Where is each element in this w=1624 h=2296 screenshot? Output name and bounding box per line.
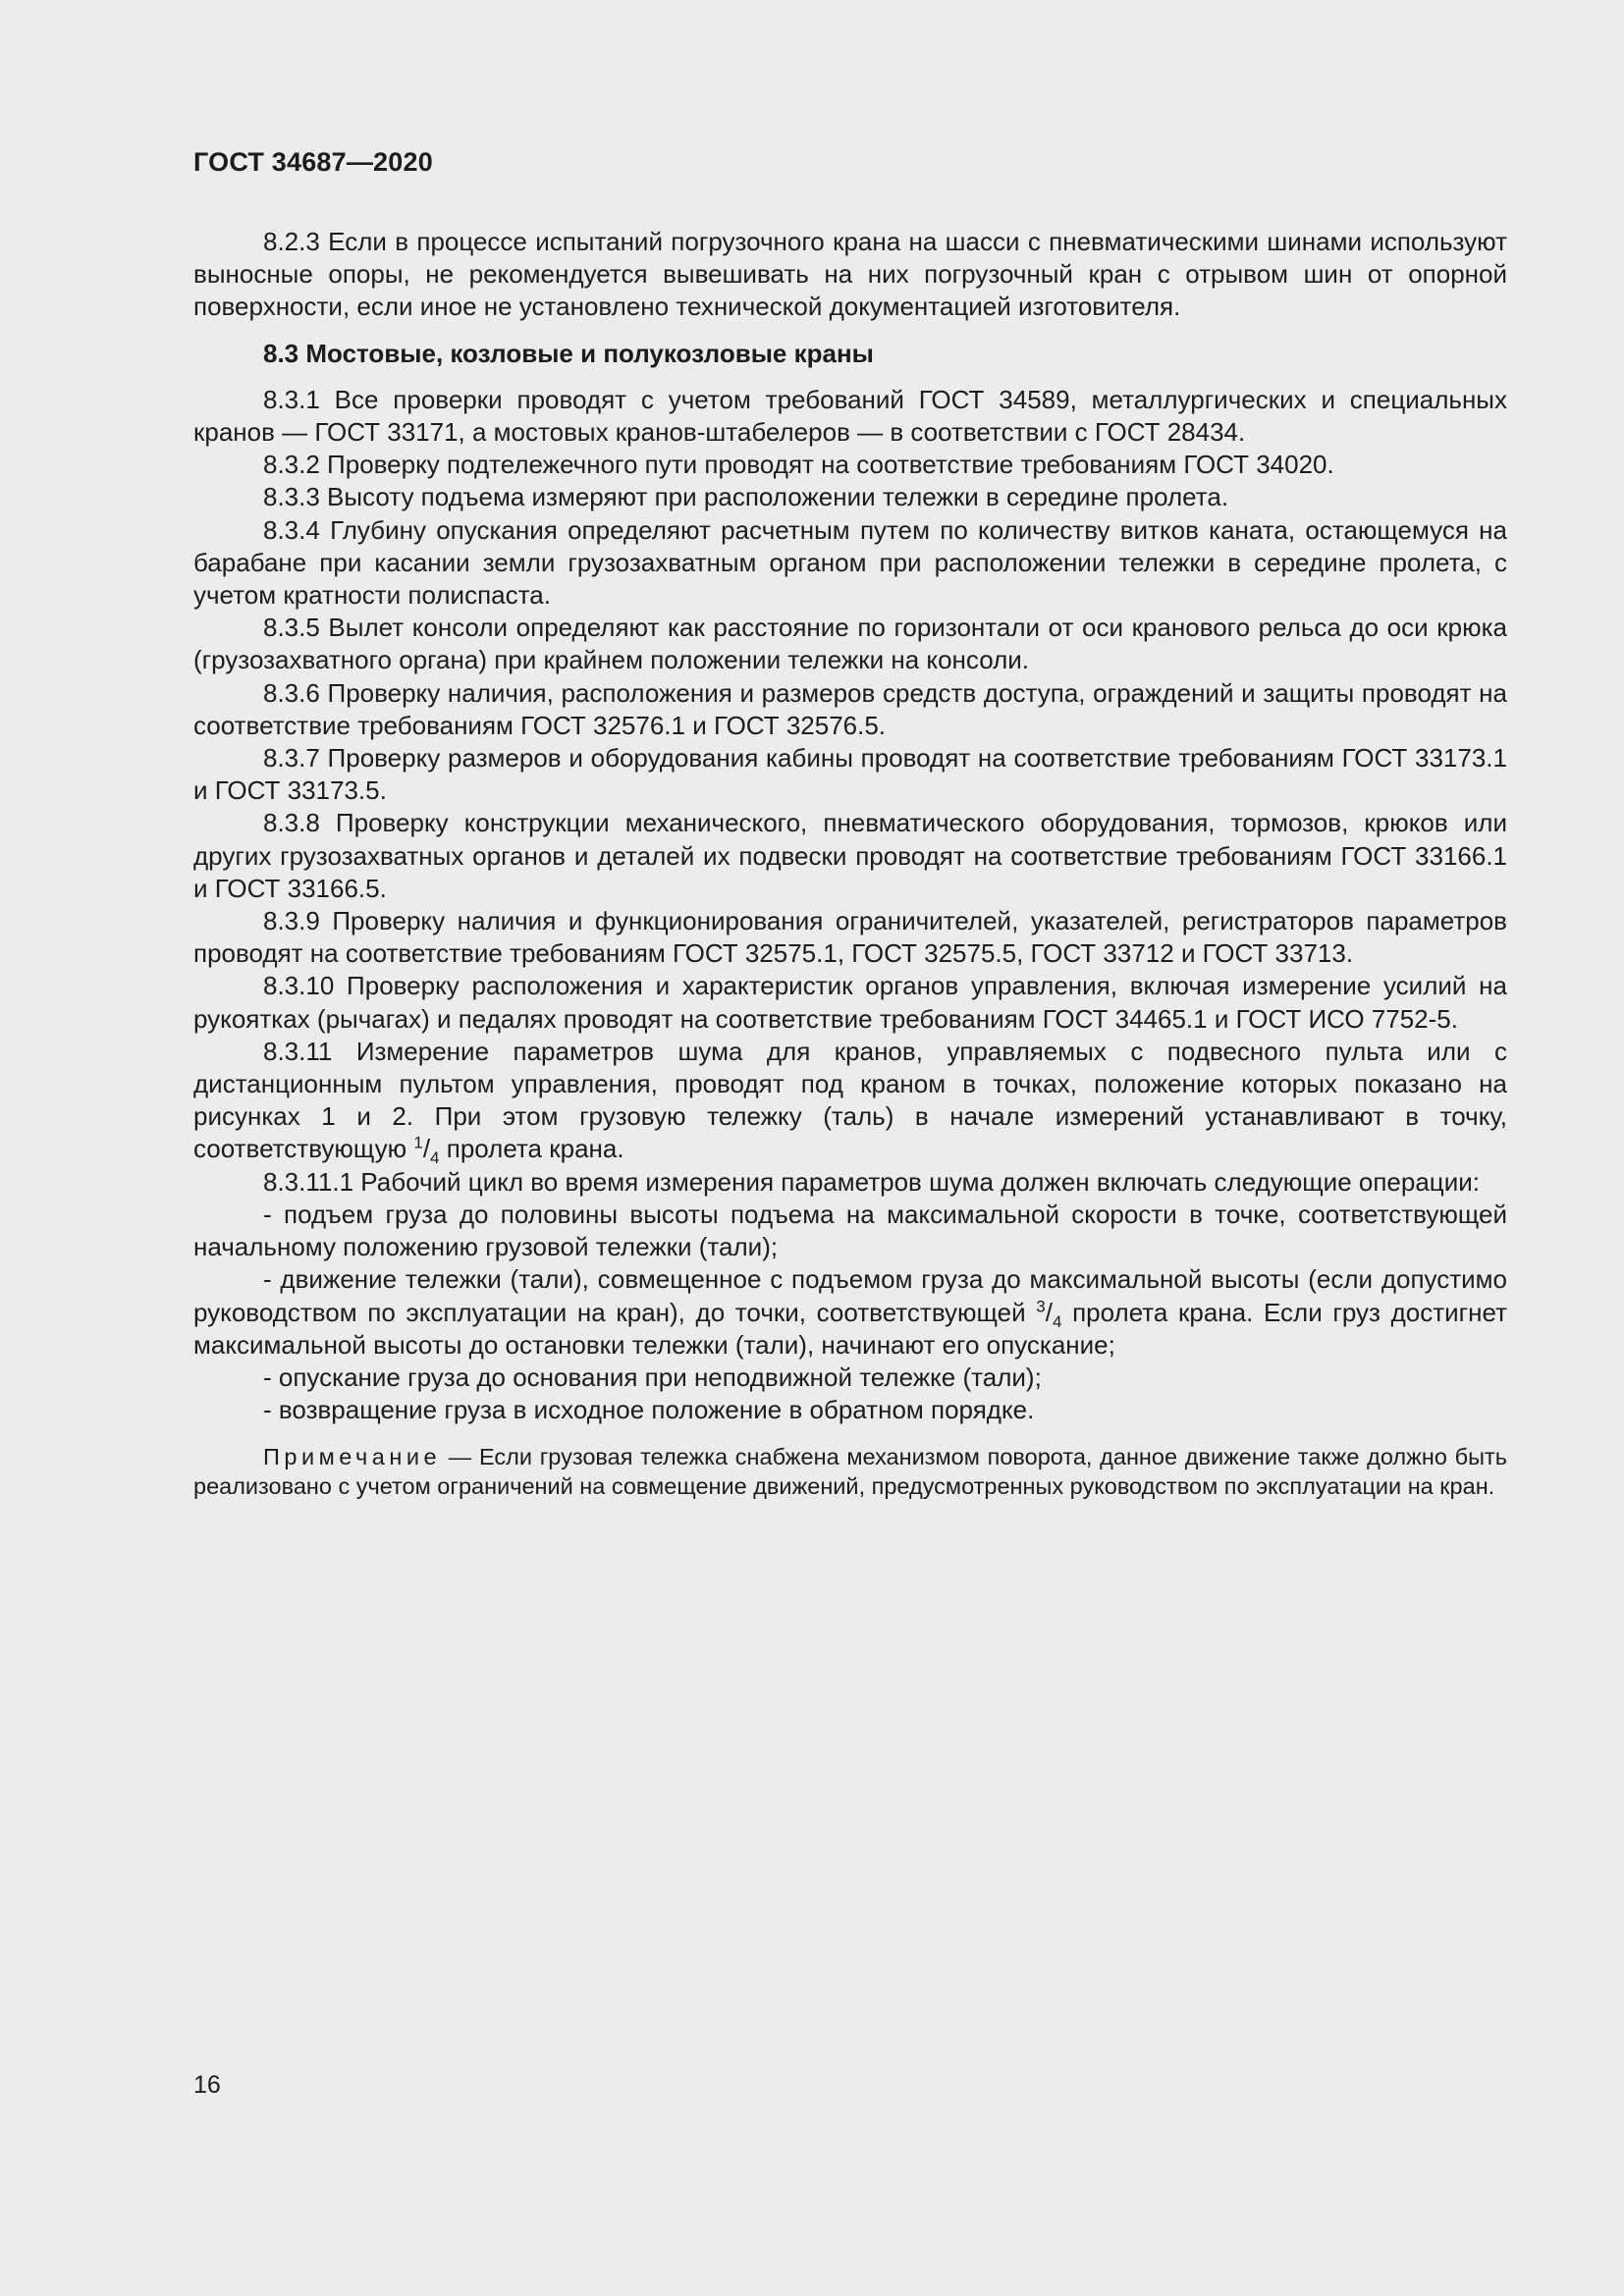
- paragraph-8-3-6: 8.3.6 Проверку наличия, расположения и размеров средств доступа, ограждений и защиты проводят на соответствие требованиям ГОСТ 32576.1 и ГОСТ 32576.5.: [193, 677, 1507, 740]
- list-item: - возвращение груза в исходное положение в обратном порядке.: [263, 1395, 1035, 1425]
- fraction-denominator: 4: [430, 1148, 440, 1168]
- paragraph-8-3-10: 8.3.10 Проверку расположения и характеристик органов управления, включая измерение усилий на рукоятках (рычагах) и педалях проводят на соответствие требованиям ГОСТ 34465.1 и ГОСТ ИСО 7752-5.: [193, 971, 1507, 1034]
- list-item: - движение тележки (тали), совмещенное с подъемом груза до максимальной высоты (если допустимо руководством по эксплуатации на кран), до точки, соответствующей $^3/_4$ пролета крана. Если груз достигнет максимальной высоты до остановки тележки (тали), начинают его опускание;: [193, 1264, 1507, 1360]
- list-item-text: - движение тележки (тали), совмещенное с подъемом груза до максимальной высоты (если допустимо руководством по эксплуатации на кран), до точки, соответствующей: [193, 1264, 1507, 1327]
- document-header: ГОСТ 34687—2020: [193, 147, 433, 177]
- note: [193, 1442, 1507, 1501]
- paragraph-8-3-2: 8.3.2 Проверку подтележечного пути проводят на соответствие требованиям ГОСТ 34020.: [263, 450, 1334, 480]
- fraction-denominator: 4: [1052, 1311, 1062, 1331]
- fraction-numerator: 1: [413, 1133, 423, 1152]
- section-heading-8-3: 8.3 Мостовые, козловые и полукозловые краны: [263, 338, 874, 368]
- list-item: - подъем груза до половины высоты подъема на максимальной скорости в точке, соответствующей начальному положению грузовой тележки (тали);: [193, 1199, 1507, 1262]
- document-body: [193, 226, 1507, 1524]
- fraction-numerator: 3: [1036, 1296, 1046, 1315]
- paragraph-8-3-7: 8.3.7 Проверку размеров и оборудования кабины проводят на соответствие требованиям ГОСТ 33173.1 и ГОСТ 33173.5.: [193, 743, 1507, 806]
- paragraph-8-3-1: 8.3.1 Все проверки проводят с учетом требований ГОСТ 34589, металлургических и специальных кранов — ГОСТ 33171, а мостовых кранов-штабелеров — в соответствии с ГОСТ 28434.: [193, 384, 1507, 448]
- paragraph-8-3-4: 8.3.4 Глубину опускания определяют расчетным путем по количеству витков каната, остающемуся на барабане при касании земли грузозахватным органом при расположении тележки в середине пролета, с учетом кратности полиспаста.: [193, 514, 1507, 611]
- paragraph-8-3-5: 8.3.5 Вылет консоли определяют как расстояние по горизонтали от оси кранового рельса до оси крюка (грузозахватного органа) при крайнем положении тележки на консоли.: [193, 613, 1507, 675]
- paragraph-8-3-3: 8.3.3 Высоту подъема измеряют при расположении тележки в середине пролета.: [263, 482, 1229, 512]
- list-item: - опускание груза до основания при неподвижной тележке (тали);: [263, 1362, 1042, 1392]
- note-label: Примечание: [263, 1444, 442, 1470]
- paragraph-8-3-8: 8.3.8 Проверку конструкции механического, пневматического оборудования, тормозов, крюков или других грузозахватных органов и деталей их подвески проводят на соответствие требованиям ГОСТ 33166.1 и ГОСТ 33166.5.: [193, 808, 1507, 903]
- paragraph-8-3-11-text: 8.3.11 Измерение параметров шума для кранов, управляемых с подвесного пульта или с дистанционным пультом управления, проводят под краном в точках, положение которых показано на рисунках 1 и 2. При этом грузовую тележку (таль) в начале измерений устанавливают в точку, соответствующую: [193, 1036, 1507, 1164]
- paragraph-8-2-3: 8.2.3 Если в процессе испытаний погрузочного крана на шасси с пневматическими шинами используют выносные опоры, не рекомендуется вывешивать на них погрузочный кран с отрывом шин от опорной поверхности, если иное не установлено технической документацией изготовителя.: [193, 227, 1507, 322]
- list-item-tail: пролета крана. Если груз достигнет максимальной высоты до остановки тележки (тали), начинают его опускание;: [193, 1297, 1507, 1360]
- page-number: 16: [193, 2071, 221, 2099]
- paragraph-8-3-11: 8.3.11 Измерение параметров шума для кранов, управляемых с подвесного пульта или с дистанционным пультом управления, проводят под краном в точках, положение которых показано на рисунках 1 и 2. При этом грузовую тележку (таль) в начале измерений устанавливают в точку, соответствующую $^1/_4$ пролета крана.: [193, 1036, 1507, 1168]
- paragraph-8-3-11-1: 8.3.11.1 Рабочий цикл во время измерения параметров шума должен включать следующие операции:: [263, 1166, 1480, 1197]
- paragraph-8-3-11-tail: пролета крана.: [439, 1134, 624, 1164]
- paragraph-8-3-9: 8.3.9 Проверку наличия и функционирования ограничителей, указателей, регистраторов параметров проводят на соответствие требованиям ГОСТ 32575.1, ГОСТ 32575.5, ГОСТ 33712 и ГОСТ 33713.: [193, 906, 1507, 969]
- note-text: — Если грузовая тележка снабжена механизмом поворота, данное движение также должно быть реализовано с учетом ограничений на совмещение движений, предусмотренных руководством по эксплуатации на кран.: [193, 1444, 1507, 1500]
